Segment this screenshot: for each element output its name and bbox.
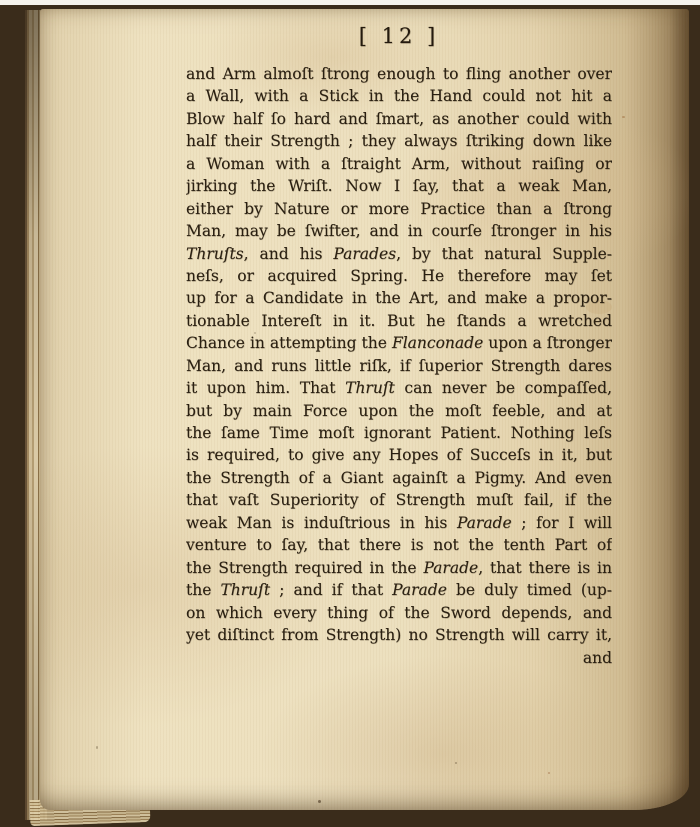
catchword: and [582,649,612,667]
text-line: yet diſtinct from Strength) no Strength will carry it, [186,625,612,644]
text-line: Man, may be ſwifter, and in courſe ſtronger in his [186,222,612,241]
text-line: venture to ſay, that there is not the tenth Part of [186,536,612,555]
text-line: the ſame Time moſt ignorant Patient. Nothing leſs [186,424,612,442]
ink-speck [455,762,457,764]
text-line: Man, and runs little riſk, if ſuperior Strength dares [186,356,612,375]
foxing-speck [548,772,550,774]
text-line: neſs, or acquired Spring. He therefore may ſet [186,266,612,285]
text-line: either by Nature or more Practice than a ſtrong [186,199,612,218]
text-line: Thruſts, and his Parades, by that natural Supple- [186,244,612,263]
ink-speck [318,800,321,803]
text-line: the Thruſt ; and if that Parade be duly timed (up- [186,581,612,600]
text-line: it upon him. That Thruſt can never be compaſſed, [186,379,612,398]
text-line: jirking the Wriſt. Now I ſay, that a weak Man, [186,177,612,196]
text-line: is required, to give any Hopes of Succeſs in it, but [186,446,612,465]
ink-speck [96,746,98,749]
text-line: the Strength required in the Parade, that there is in [186,558,612,577]
text-line: up for a Candidate in the Art, and make a propor- [186,289,612,308]
text-line: weak Man is induſtrious in his Parade ; for I will [186,513,612,532]
scan-margin-strip [0,0,700,5]
text-line: tionable Intereſt in it. But he ſtands a wretched [186,311,612,330]
text-line: and Arm almoſt ſtrong enough to fling another over [186,65,612,83]
text-line: but by main Force upon the moſt feeble, and at [186,401,612,420]
page-number: [ 12 ] [358,24,440,48]
text-line: Chance in attempting the Flanconade upon a ſtronger [186,334,612,353]
text-line: Blow half ſo hard and ſmart, as another could with [186,109,612,128]
text-line: that vaſt Superiority of Strength muſt fail, if the [186,491,612,510]
text-line: the Strength of a Giant againſt a Pigmy. And even [186,468,612,487]
page-text [186,63,612,646]
text-line: a Wall, with a Stick in the Hand could not hit a [186,87,612,106]
text-line: a Woman with a ſtraight Arm, without raiſing or [186,154,612,173]
foxing-speck [622,116,625,118]
text-line: half their Strength ; they always ſtriking down like [186,132,612,151]
text-line: on which every thing of the Sword depends, and [186,603,612,622]
